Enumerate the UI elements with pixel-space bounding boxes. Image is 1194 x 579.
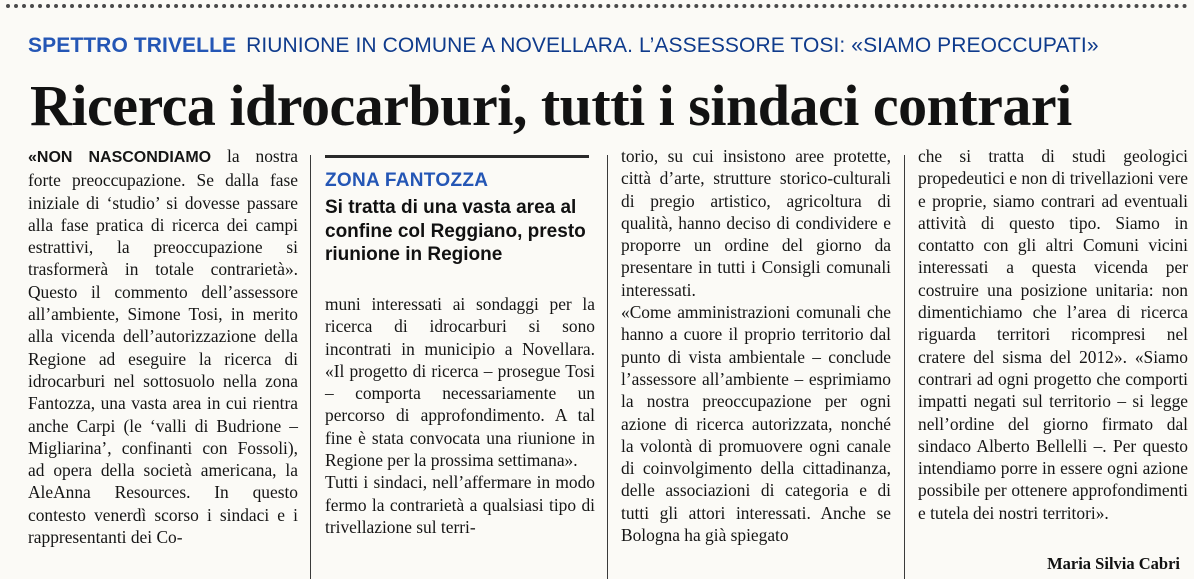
column-2-paragraph-2: Tutti i sindaci, nell’affermare in modo fermo la contrarietà a qualsiasi tipo di trivellazione sul terri- (325, 472, 595, 537)
kicker-text: RIUNIONE IN COMUNE A NOVELLARA. L’ASSESSORE TOSI: «SIAMO PREOCCUPATI» (246, 34, 1099, 57)
article-column-4 (918, 145, 1188, 524)
article-column-1 (28, 145, 298, 548)
column-divider-1 (310, 155, 311, 579)
author-signature: Maria Silvia Cabri (1047, 554, 1180, 573)
top-dotted-rule (6, 4, 1188, 8)
headline: Ricerca idrocarburi, tutti i sindaci contrari (30, 73, 1072, 138)
column-1-paragraph (28, 145, 298, 548)
article-column-2 (325, 293, 595, 538)
column-3-paragraph-2: «Come amministrazioni comunali che hanno a cuore il proprio territorio dal punto di vista ambientale – conclude l’assessore all’ambiente – esprimiamo la nostra preoccupazione per ogni azione di ricerca autorizzata, nonché la volontà di promuovere ogni canale di coinvolgimento della cittadinanza, delle associazioni di categoria e di tutti gli attori interessati. Anche se Bologna ha già spiegato (621, 302, 891, 546)
lead-caps: «NON NASCONDIAMO (28, 149, 212, 166)
column-3-paragraph-1: torio, su cui insistono aree protette, città d’arte, strutture storico-culturali di pregio artistico, agricoltura di qualità, hanno deciso di condividere e proporre un ordine del giorno da presentare in tutti i Consigli comunali interessati. (621, 146, 891, 300)
article-column-3 (621, 145, 891, 546)
column-divider-3 (904, 155, 905, 579)
sidebar-box (325, 155, 589, 280)
column-4-paragraph: che si tratta di studi geologici propedeutici e non di trivellazioni vere e proprie, siamo contrari ad eventuali attività di questo tipo. Siamo in contatto con gli altri Comuni vicini interessati a questa vicenda per costruire una posizione unitaria: non dimentichiamo che l’area di ricerca riguarda territori ricompresi nel cratere del sisma del 2012». «Siamo contrari ad ogni progetto che comporti impatti negati sul territorio – si legge nell’ordine del giorno firmato dal sindaco Alberto Bellelli –. Per questo intendiamo porre in essere ogni azione possibile per ottenere approfondimenti e tutela dei nostri territori». (918, 146, 1188, 523)
column-2-paragraph-1: muni interessati ai sondaggi per la ricerca di idrocarburi si sono incontrati in municipio a Novellara. «Il progetto di ricerca – prosegue Tosi – comporta necessariamente un percorso di approfondimento. A tal fine è stata convocata una riunione in Regione per la prossima settimana». (325, 294, 595, 471)
column-1-text: la nostra forte preoccupazione. Se dalla fase iniziale di ‘studio’ si dovesse passare alla fase pratica di ricerca dei campi estrattivi, la preoccupazione si trasformerà in totale contrarietà». Questo il commento dell’assessore all’ambiente, Simone Tosi, in merito alla vicenda dell’autorizzazione della Regione ad eseguire la ricerca di idrocarburi nel sottosuolo nella zona Fantozza, una vasta area in cui rientra anche Carpi (le ‘valli di Budrione – Migliarina’, confinanti con Fossoli), ad opera della società americana, la AleAnna Resources. In questo contesto venerdì scorso i sindaci e i rappresentanti dei Co- (28, 146, 298, 548)
column-divider-2 (607, 155, 608, 579)
sidebar-box-title: Si tratta di una vasta area al confine col Reggiano, presto riunione in Regione (325, 197, 586, 265)
kicker-line (28, 33, 1178, 59)
sidebar-box-tag: ZONA FANTOZZA (325, 170, 489, 191)
kicker-tag: SPETTRO TRIVELLE (28, 34, 237, 57)
